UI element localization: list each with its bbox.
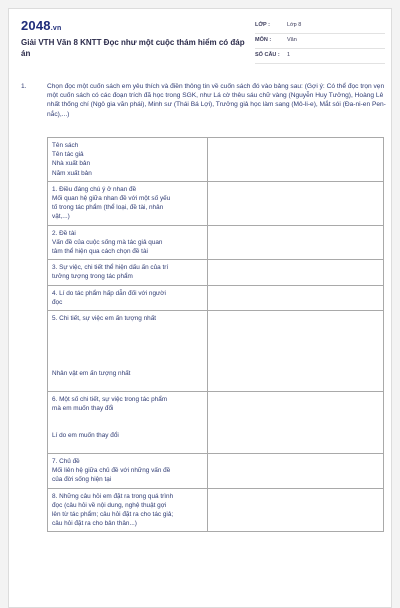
meta-value: 1	[287, 52, 291, 58]
meta-row-class	[255, 19, 385, 34]
meta-label: LỚP :	[255, 22, 270, 28]
table-row	[48, 391, 384, 453]
prompt-cell	[48, 311, 208, 392]
document-page	[8, 8, 392, 608]
prompt-line: tâm thể hiện qua cách chọn đề tài	[52, 248, 148, 256]
answer-cell[interactable]	[208, 391, 384, 453]
answer-cell[interactable]	[208, 311, 384, 392]
prompt-line: 7. Chủ đề	[52, 457, 80, 465]
prompt-line: Tên tác giả	[52, 151, 84, 159]
prompt-line: tố trong tác phẩm (thể loại, đề tài, nhân	[52, 204, 164, 212]
prompt-line: Mối liên hệ giữa chủ đề với những vấn đề	[52, 467, 171, 475]
prompt-line: 8. Những câu hỏi em đặt ra trong quá trình	[52, 492, 174, 500]
answer-cell[interactable]	[208, 138, 384, 182]
prompt-line: 5. Chi tiết, sự việc em ấn tượng nhất	[52, 315, 157, 323]
prompt-line	[52, 360, 203, 369]
meta-label: SỐ CÂU :	[255, 52, 280, 58]
prompt-line	[52, 332, 203, 341]
book-info-table	[47, 137, 384, 532]
meta-row-question-count	[255, 49, 385, 64]
meta-value: Văn	[287, 37, 297, 43]
prompt-line	[52, 342, 203, 351]
prompt-cell	[48, 260, 208, 285]
answer-cell[interactable]	[208, 285, 384, 310]
prompt-line: 3. Sự việc, chi tiết thể hiện dấu ấn của trí	[52, 264, 169, 272]
prompt-line	[52, 351, 203, 360]
prompt-line: 4. Lí do tác phẩm hấp dẫn đối với người	[52, 289, 166, 297]
prompt-line: Vấn đề của cuộc sống mà tác giả quan	[52, 238, 163, 246]
document-header	[9, 9, 393, 69]
table-row	[48, 488, 384, 532]
prompt-line: Lí do em muốn thay đổi	[52, 432, 119, 440]
question-text: Chọn đọc một cuốn sách em yêu thích và điền thông tin về cuốn sách đó vào bảng sau: (Gợi ý: Có thể đọc trọn vẹn một cuốn sách có các đoạn trích đã học trong SGK, như Lá cờ thêu sáu chữ vàng (Nguyễn Huy Tưởng), Hoàng Lê nhất thống chí (Ngô gia văn phái), Minh sư (Thái Bá Lợi), Trưởng giả học làm sang (Mô-li-e), Mắt sói (Đa-ni-en Pen-nắc),...)	[47, 83, 386, 118]
answer-cell[interactable]	[208, 181, 384, 225]
prompt-line	[52, 378, 203, 387]
prompt-line: của đời sống hiện tại	[52, 476, 112, 484]
prompt-cell	[48, 391, 208, 453]
prompt-line: lên từ tác phẩm; câu hỏi đặt ra cho tác giả;	[52, 510, 174, 518]
question-number: 1.	[21, 83, 27, 90]
prompt-line: Năm xuất bản	[52, 169, 92, 177]
meta-value: Lớp 8	[287, 22, 302, 28]
meta-label: MÔN :	[255, 37, 272, 43]
meta-row-subject	[255, 34, 385, 49]
prompt-line: 2. Đề tài	[52, 229, 76, 237]
table-row	[48, 260, 384, 285]
prompt-line: 1. Điều đáng chú ý ở nhan đề	[52, 185, 137, 193]
prompt-line	[52, 413, 203, 422]
prompt-line	[52, 441, 203, 450]
table-row	[48, 453, 384, 488]
table-row	[48, 138, 384, 182]
site-logo[interactable]	[21, 18, 61, 33]
logo-text: 2048	[21, 18, 51, 33]
table-row	[48, 225, 384, 260]
table-row	[48, 311, 384, 392]
prompt-line: Tên sách	[52, 142, 79, 149]
prompt-cell	[48, 488, 208, 532]
prompt-line: đọc (câu hỏi về nội dung, nghệ thuật gợi	[52, 501, 167, 509]
prompt-line: 6. Một số chi tiết, sự việc trong tác phẩm	[52, 395, 168, 403]
prompt-line: Nhân vật em ấn tượng nhất	[52, 370, 131, 378]
prompt-cell	[48, 181, 208, 225]
prompt-line	[52, 323, 203, 332]
prompt-cell	[48, 453, 208, 488]
prompt-line: Mối quan hệ giữa nhan đề với một số yếu	[52, 195, 171, 203]
answer-cell[interactable]	[208, 488, 384, 532]
prompt-cell	[48, 285, 208, 310]
prompt-line: Nhà xuất bản	[52, 160, 91, 168]
document-title: Giải VTH Văn 8 KNTT Đọc như một cuộc thám hiểm có đáp án	[21, 38, 245, 58]
prompt-cell	[48, 225, 208, 260]
prompt-line: câu hỏi đặt ra cho bản thân...)	[52, 520, 137, 528]
answer-cell[interactable]	[208, 260, 384, 285]
answer-cell[interactable]	[208, 453, 384, 488]
prompt-line: mà em muốn thay đổi	[52, 404, 114, 412]
table-row	[48, 285, 384, 310]
prompt-cell	[48, 138, 208, 182]
logo-suffix: .vn	[50, 25, 62, 32]
prompt-line: tưởng tượng trong tác phẩm	[52, 273, 133, 281]
answer-cell[interactable]	[208, 225, 384, 260]
prompt-line: vật,...)	[52, 213, 70, 221]
prompt-line: đọc	[52, 298, 63, 306]
table-row	[48, 181, 384, 225]
prompt-line	[52, 422, 203, 431]
meta-panel	[255, 19, 385, 64]
